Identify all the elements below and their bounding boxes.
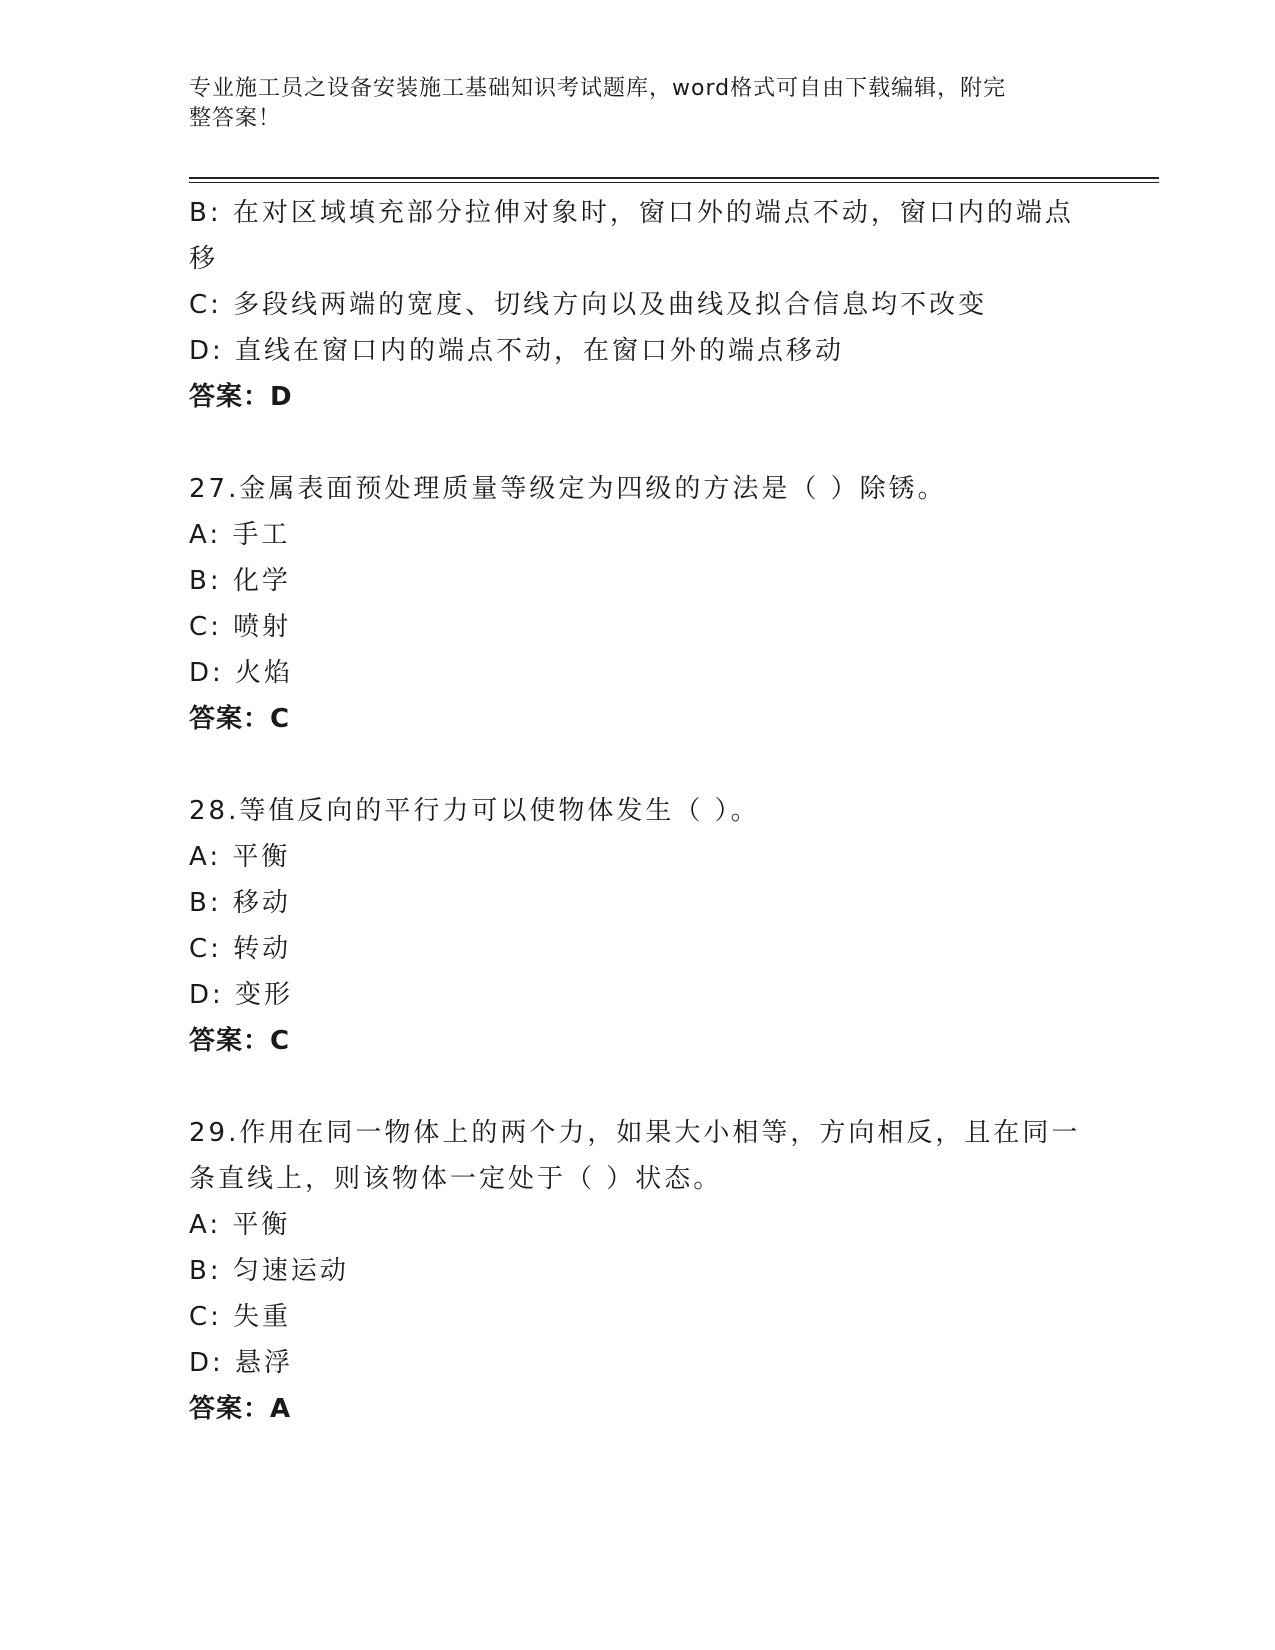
question-stem: 28.等值反向的平行力可以使物体发生（ ）。 (189, 796, 760, 826)
option-b: B: 化学 (189, 566, 291, 596)
option-c: C: 转动 (189, 934, 292, 964)
option-b-line-2: 移 (189, 244, 219, 274)
question-list (189, 190, 1089, 1432)
answer: 答案：C (189, 704, 291, 734)
option-b-line-1: B: 在对区域填充部分拉伸对象时，窗口外的端点不动，窗口内的端点 (189, 198, 1074, 228)
spacer (189, 742, 1089, 788)
header-divider-thin (189, 182, 1159, 183)
question-stem-line-1: 29.作用在同一物体上的两个力，如果大小相等，方向相反，且在同一 (189, 1118, 1081, 1148)
answer: 答案：A (189, 1394, 292, 1424)
question-stem-line-2: 条直线上，则该物体一定处于（ ）状态。 (189, 1164, 723, 1194)
question-29 (189, 1110, 1089, 1432)
option-d: D: 悬浮 (189, 1348, 294, 1378)
spacer (189, 1064, 1089, 1110)
answer: 答案：D (189, 382, 293, 412)
option-a: A: 平衡 (189, 842, 291, 872)
question-stem: 27.金属表面预处理质量等级定为四级的方法是（ ）除锈。 (189, 474, 947, 504)
document-header (189, 74, 1089, 134)
option-c: C: 失重 (189, 1302, 292, 1332)
spacer (189, 420, 1089, 466)
header-divider-thick (189, 177, 1159, 179)
option-a: A: 手工 (189, 520, 291, 550)
option-c: C: 多段线两端的宽度、切线方向以及曲线及拟合信息均不改变 (189, 290, 988, 320)
option-c: C: 喷射 (189, 612, 292, 642)
header-line-2: 整答案！ (189, 106, 282, 131)
option-d: D: 直线在窗口内的端点不动，在窗口外的端点移动 (189, 336, 845, 366)
option-b: B: 匀速运动 (189, 1256, 349, 1286)
option-b: B: 移动 (189, 888, 291, 918)
option-a: A: 平衡 (189, 1210, 291, 1240)
question-28 (189, 788, 1089, 1064)
question-27 (189, 466, 1089, 742)
option-d: D: 火焰 (189, 658, 294, 688)
answer: 答案：C (189, 1026, 291, 1056)
question-26-continuation (189, 190, 1089, 420)
option-d: D: 变形 (189, 980, 294, 1010)
header-line-1: 专业施工员之设备安装施工基础知识考试题库，word格式可自由下载编辑，附完 (189, 76, 1007, 101)
